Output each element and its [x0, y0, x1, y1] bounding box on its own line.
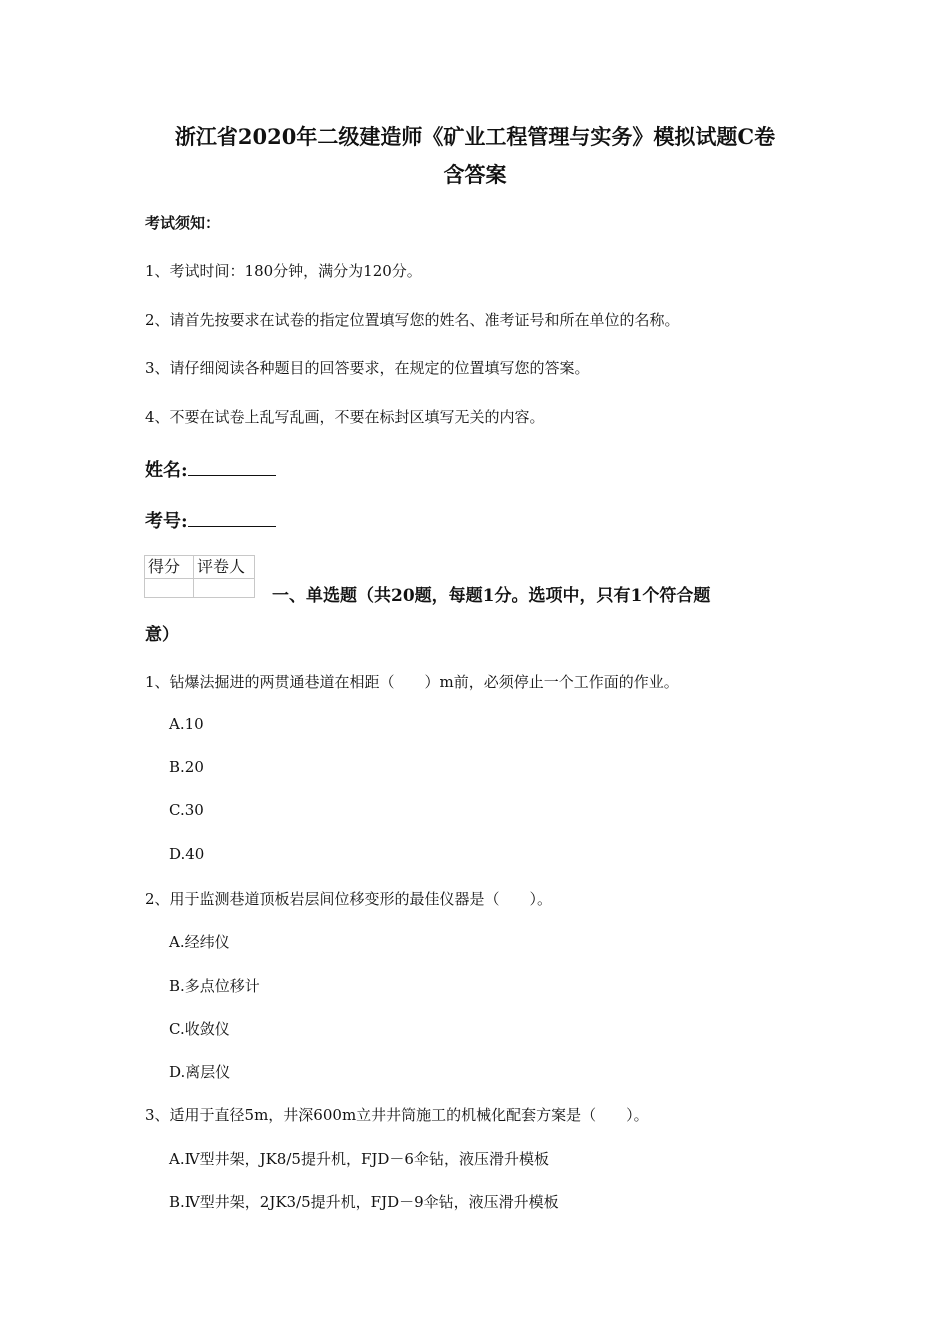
exam-number-blank-line[interactable] — [188, 508, 276, 527]
question-2-option-b: B.多点位移计 — [169, 977, 260, 995]
score-table — [144, 555, 255, 598]
question-1-option-c: C.30 — [169, 801, 204, 819]
grader-cell[interactable] — [194, 579, 255, 598]
question-1-option-a: A.10 — [169, 715, 204, 733]
section-title: 一、单选题（共20题，每题1分。选项中，只有1个符合题 — [272, 586, 711, 606]
question-3-stem: 3、适用于直径5m，井深600m立井井筒施工的机械化配套方案是（ ）。 — [145, 1106, 649, 1124]
exam-number-field[interactable] — [145, 507, 276, 533]
name-field[interactable] — [145, 456, 276, 482]
question-2-option-c: C.收敛仪 — [169, 1020, 230, 1038]
question-3-option-b: B.Ⅳ型井架，2JK3/5提升机，FJD－9伞钻，液压滑升模板 — [169, 1193, 559, 1211]
score-header: 得分 — [145, 556, 194, 579]
document-title — [100, 118, 850, 194]
question-1-option-d: D.40 — [169, 845, 205, 863]
question-3-option-a: A.Ⅳ型井架，JK8/5提升机，FJD－6伞钻，液压滑升模板 — [169, 1150, 549, 1168]
notice-heading: 考试须知： — [145, 214, 221, 232]
question-2-stem: 2、用于监测巷道顶板岩层间位移变形的最佳仪器是（ ）。 — [145, 890, 553, 908]
name-blank-line[interactable] — [188, 457, 276, 476]
title-line-2: 含答案 — [443, 162, 507, 187]
notice-item-2: 2、请首先按要求在试卷的指定位置填写您的姓名、准考证号和所在单位的名称。 — [145, 311, 680, 329]
score-table-entry-row — [145, 579, 255, 598]
grader-header: 评卷人 — [194, 556, 255, 579]
notice-item-3: 3、请仔细阅读各种题目的回答要求，在规定的位置填写您的答案。 — [145, 359, 590, 377]
question-1-option-b: B.20 — [169, 758, 204, 776]
notice-item-4: 4、不要在试卷上乱写乱画，不要在标封区填写无关的内容。 — [145, 408, 545, 426]
score-table-header-row — [145, 556, 255, 579]
title-line-1: 浙江省2020年二级建造师《矿业工程管理与实务》模拟试题C卷 — [174, 124, 776, 149]
notice-item-1: 1、考试时间：180分钟，满分为120分。 — [145, 262, 422, 280]
score-cell[interactable] — [145, 579, 194, 598]
question-2-option-a: A.经纬仪 — [169, 933, 230, 951]
question-2-option-d: D.离层仪 — [169, 1063, 231, 1081]
question-1-stem: 1、钻爆法掘进的两贯通巷道在相距（ ）m前，必须停止一个工作面的作业。 — [145, 673, 679, 691]
section-title-continued: 意） — [145, 625, 179, 645]
name-label: 姓名: — [145, 460, 188, 481]
exam-number-label: 考号: — [145, 511, 188, 532]
